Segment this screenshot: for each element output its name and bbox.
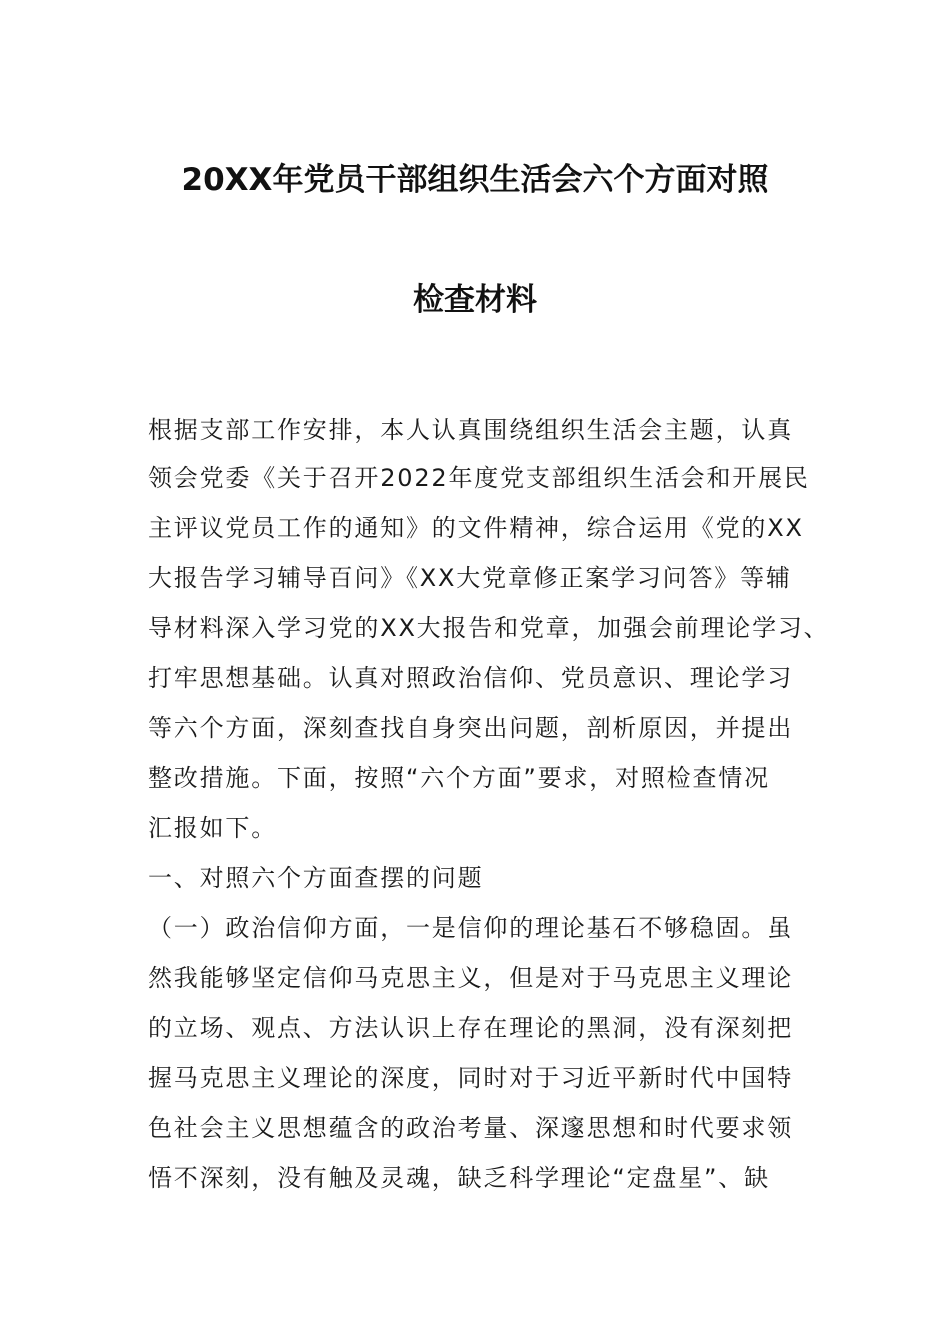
body-line: 根据支部工作安排，本人认真围绕组织生活会主题，认真 <box>148 416 793 444</box>
body-line: 大报告学习辅导百问》《XX大党章修正案学习问答》等辅 <box>148 564 792 592</box>
body-line: 色社会主义思想蕴含的政治考量、深邃思想和时代要求领 <box>148 1114 793 1142</box>
body-line: 悟不深刻，没有触及灵魂，缺乏科学理论“定盘星”、缺 <box>148 1164 770 1192</box>
body-line: 主评议党员工作的通知》的文件精神，综合运用《党的XX <box>148 514 804 542</box>
body-line: 领会党委《关于召开2022年度党支部组织生活会和开展民 <box>148 464 810 492</box>
body-line: 导材料深入学习党的XX大报告和党章，加强会前理论学习、 <box>148 614 830 642</box>
body-line: 的立场、观点、方法认识上存在理论的黑洞，没有深刻把 <box>148 1014 793 1042</box>
body-line: 汇报如下。 <box>148 814 277 842</box>
section-heading: 一、对照六个方面查摆的问题 <box>148 864 484 892</box>
document-title-line-2: 检查材料 <box>413 282 537 318</box>
body-line: 然我能够坚定信仰马克思主义，但是对于马克思主义理论 <box>148 964 793 992</box>
document-title-line-1: 20XX年党员干部组织生活会六个方面对照 <box>181 162 769 198</box>
body-line: 等六个方面，深刻查找自身突出问题，剖析原因，并提出 <box>148 714 793 742</box>
body-line: 整改措施。下面，按照“六个方面”要求，对照检查情况 <box>148 764 770 792</box>
body-line: 打牢思想基础。认真对照政治信仰、党员意识、理论学习 <box>148 664 793 692</box>
body-line: （一）政治信仰方面，一是信仰的理论基石不够稳固。虽 <box>148 914 793 942</box>
body-line: 握马克思主义理论的深度，同时对于习近平新时代中国特 <box>148 1064 793 1092</box>
